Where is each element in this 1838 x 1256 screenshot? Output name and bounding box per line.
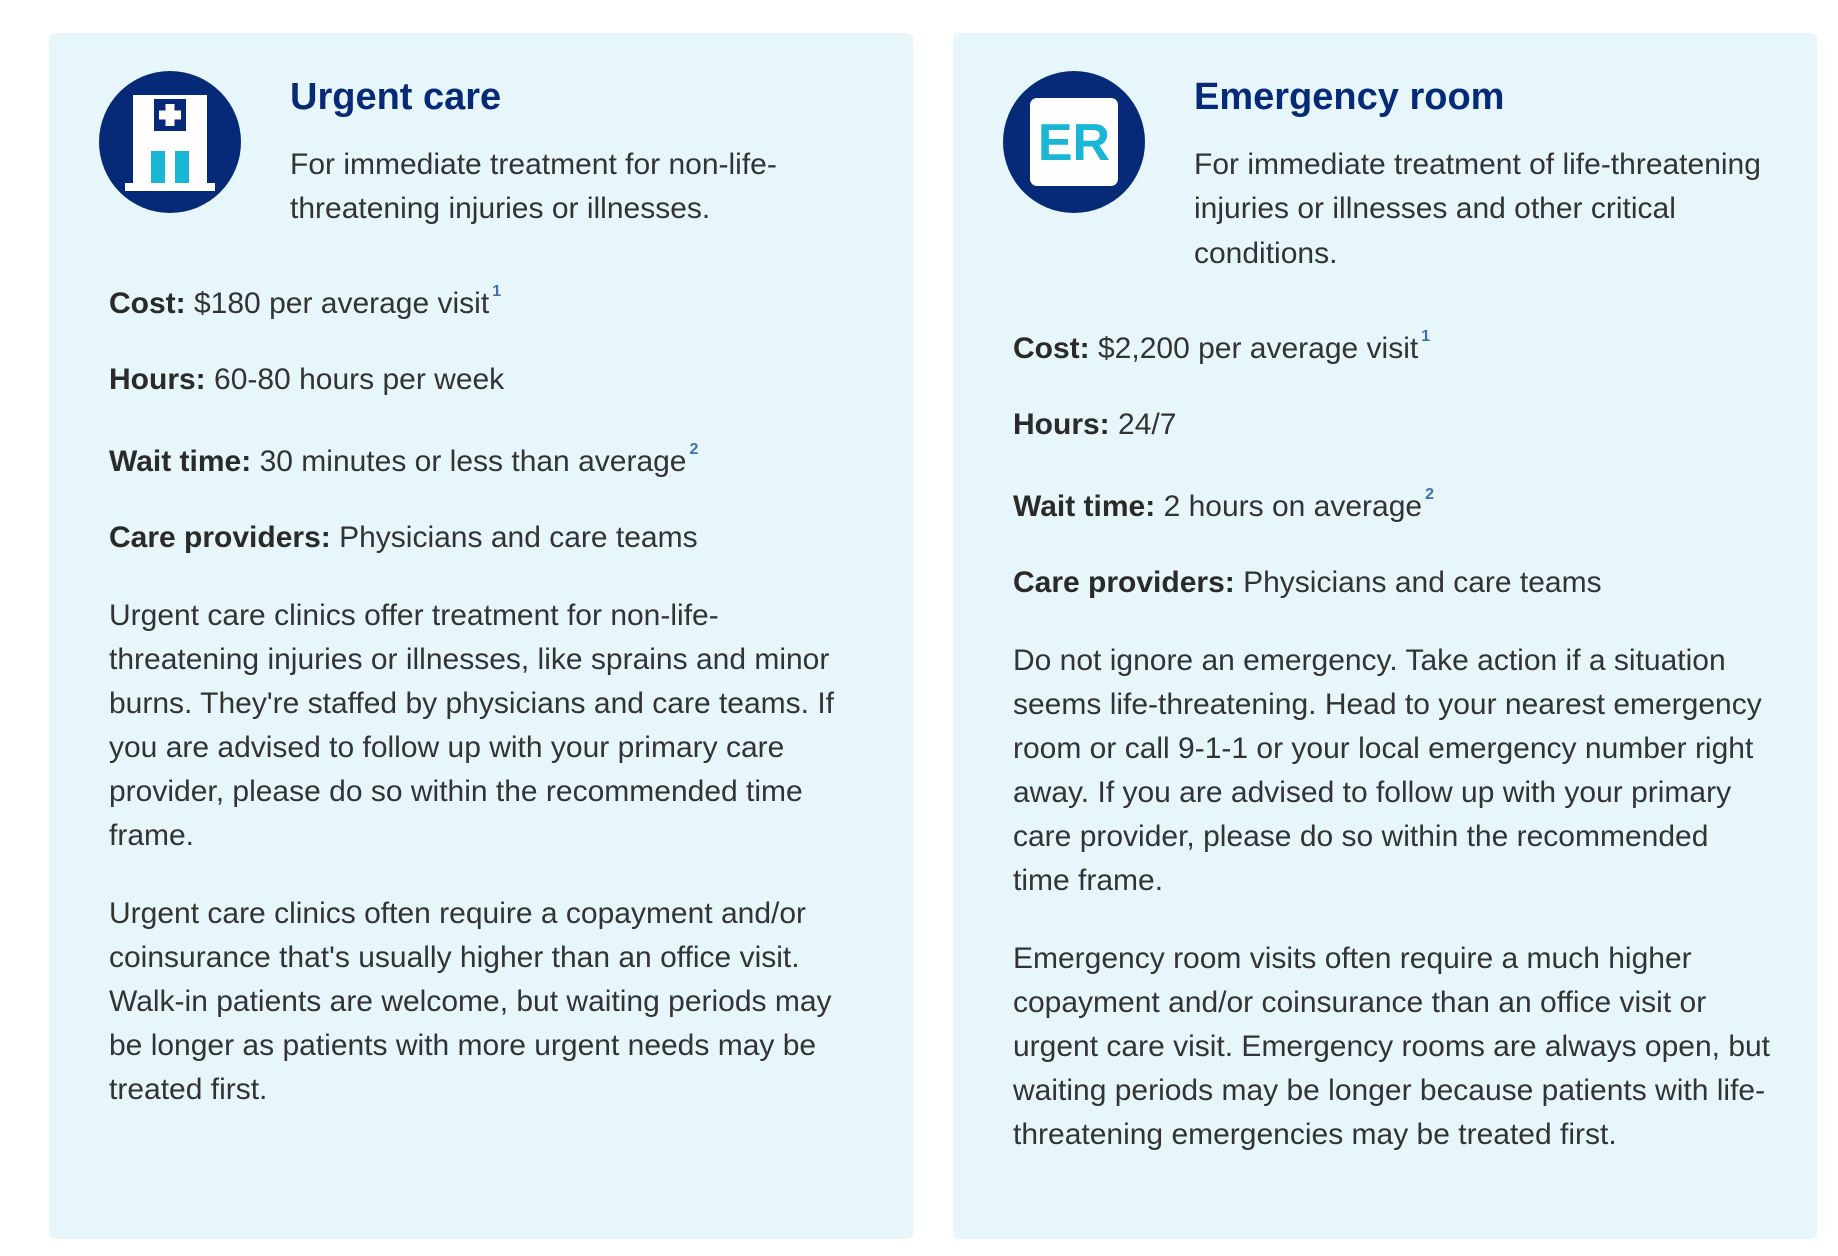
card-title: Urgent care <box>290 76 502 118</box>
fact-label: Cost: <box>1013 332 1090 365</box>
fact-value: Physicians and care teams <box>339 521 698 554</box>
emergency-room-card <box>953 33 1817 1239</box>
card-intro: For immediate treatment for non-life-threatening injuries or illnesses. <box>290 148 777 226</box>
fact-value: $2,200 per average visit <box>1098 332 1419 365</box>
fact-value: 60-80 hours per week <box>214 363 505 396</box>
hospital-building-icon <box>99 71 241 213</box>
fact-value: 2 hours on average <box>1163 490 1423 523</box>
card-intro: For immediate treatment of life-threatening injuries or illnesses and other critical conditions. <box>1194 148 1761 270</box>
footnote-link[interactable]: 1 <box>492 283 502 300</box>
fact-label: Wait time: <box>1013 490 1156 523</box>
care-providers-fact <box>109 518 849 558</box>
fact-label: Hours: <box>109 363 206 396</box>
card-title: Emergency room <box>1194 76 1505 118</box>
er-sign-text: ER <box>1037 114 1111 172</box>
fact-label: Care providers: <box>109 521 331 554</box>
care-providers-fact <box>1013 563 1773 603</box>
fact-value: 30 minutes or less than average <box>259 445 687 478</box>
description-paragraph: Emergency room visits often require a much higher copayment and/or coinsurance than an office visit or urgent care visit. Emergency rooms are always open, but waiting periods may be longer because patients with life-threatening emergencies may be treated first. <box>1013 942 1771 1151</box>
description-paragraph: Urgent care clinics offer treatment for non-life-threatening injuries or illnesses, like sprains and minor burns. They're staffed by physicians and care teams. If you are advised to follow up with your primary care provider, please do so within the recommended time frame. <box>109 599 834 852</box>
card-body <box>1013 323 1773 1191</box>
hours-fact <box>109 360 849 400</box>
description-paragraph: Do not ignore an emergency. Take action if a situation seems life-threatening. Head to your nearest emergency room or call 9-1-1 or your local emergency number right away. If you are advised to follow up with your primary care provider, please do so within the recommended time frame. <box>1013 644 1762 897</box>
cost-fact <box>1013 323 1773 369</box>
description-paragraph: Urgent care clinics often require a copayment and/or coinsurance that's usually higher than an office visit. Walk-in patients are welcome, but waiting periods may be longer as patients with more urgent needs may be treated first. <box>109 897 832 1106</box>
wait-time-fact <box>109 436 849 482</box>
fact-value: Physicians and care teams <box>1243 566 1602 599</box>
urgent-care-card <box>49 33 913 1239</box>
fact-label: Cost: <box>109 287 186 320</box>
fact-label: Hours: <box>1013 408 1110 441</box>
footnote-link[interactable]: 2 <box>689 441 699 458</box>
footnote-link[interactable]: 2 <box>1425 486 1434 503</box>
wait-time-fact <box>1013 481 1773 527</box>
footnote-link[interactable]: 1 <box>1421 328 1431 345</box>
er-sign-icon <box>1003 71 1145 213</box>
fact-label: Wait time: <box>109 445 252 478</box>
cost-fact <box>109 278 849 324</box>
card-body <box>109 278 849 1146</box>
hours-fact <box>1013 405 1773 445</box>
fact-label: Care providers: <box>1013 566 1235 599</box>
fact-value: 24/7 <box>1118 408 1177 441</box>
fact-value: $180 per average visit <box>194 287 490 320</box>
